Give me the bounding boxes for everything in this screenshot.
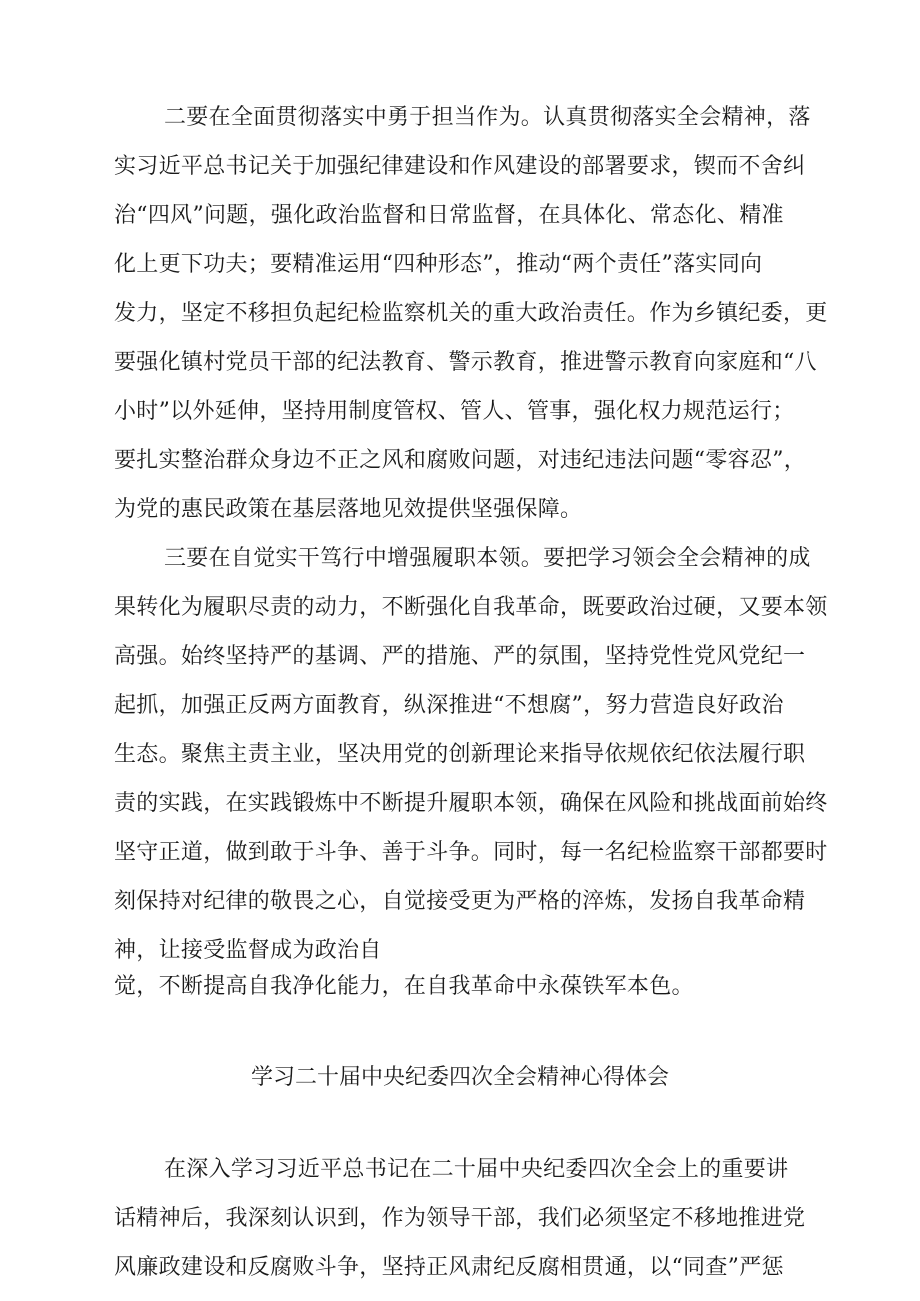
paragraph-1-line-3: 治“四风”问题，强化政治监督和日常监督，在具体化、常态化、精准 xyxy=(114,203,784,228)
paragraph-1-line-1: 二要在全面贯彻落实中勇于担当作为。认真贯彻落实全会精神，落 xyxy=(164,105,811,130)
paragraph-1-line-2: 实习近平总书记关于加强纪律建设和作风建设的部署要求，锲而不舍纠 xyxy=(114,154,806,179)
paragraph-2-line-4: 起抓，加强正反两方面教育，纵深推进“不想腐”，努力营造良好政治 xyxy=(114,693,784,718)
paragraph-2-line-9: 神，让接受监督成为政治自 xyxy=(114,938,382,963)
final-paragraph-line-2: 话精神后，我深刻认识到，作为领导干部，我们必须坚定不移地推进党 xyxy=(114,1206,806,1231)
paragraph-1-line-7: 小时”以外延伸，坚持用制度管权、管人、管事，强化权力规范运行； xyxy=(114,399,795,424)
final-paragraph-line-3: 风廉政建设和反腐败斗争，坚持正风肃纪反腐相贯通，以“同查”严惩 xyxy=(114,1255,784,1280)
paragraph-2-line-10: 觉，不断提高自我净化能力，在自我革命中永葆铁军本色。 xyxy=(114,974,694,999)
paragraph-2-line-2: 果转化为履职尽责的动力，不断强化自我革命，既要政治过硬，又要本领 xyxy=(114,595,828,620)
final-paragraph-line-1: 在深入学习习近平总书记在二十届中央纪委四次全会上的重要讲 xyxy=(164,1157,789,1182)
paragraph-1-line-8: 要扎实整治群众身边不正之风和腐败问题，对违纪违法问题“零容忍”， xyxy=(114,448,807,473)
paragraph-1-line-9: 为党的惠民政策在基层落地见效提供坚强保障。 xyxy=(114,497,583,522)
paragraph-2-line-3: 高强。始终坚持严的基调、严的措施、严的氛围，坚持党性党风党纪一 xyxy=(114,644,806,669)
paragraph-2-line-6: 责的实践，在实践锻炼中不断提升履职本领，确保在风险和挑战面前始终 xyxy=(114,791,828,816)
paragraph-2-line-8: 刻保持对纪律的敬畏之心，自觉接受更为严格的淬炼，发扬自我革命精 xyxy=(114,889,806,914)
paragraph-2-line-1: 三要在自觉实干笃行中增强履职本领。要把学习领会全会精神的成 xyxy=(164,546,811,571)
paragraph-2-line-5: 生态。聚焦主责主业，坚决用党的创新理论来指导依规依纪依法履行职 xyxy=(114,742,806,767)
paragraph-2-line-7: 坚守正道，做到敢于斗争、善于斗争。同时，每一名纪检监察干部都要时 xyxy=(114,840,828,865)
paragraph-1-line-4: 化上更下功夫；要精准运用“四种形态”，推动“两个责任”落实同向 xyxy=(114,252,763,277)
section-heading: 学习二十届中央纪委四次全会精神心得体会 xyxy=(250,1065,669,1090)
paragraph-1-line-5: 发力，坚定不移担负起纪检监察机关的重大政治责任。作为乡镇纪委，更 xyxy=(114,301,828,326)
paragraph-1-line-6: 要强化镇村党员干部的纪法教育、警示教育，推进警示教育向家庭和“八 xyxy=(114,350,817,375)
